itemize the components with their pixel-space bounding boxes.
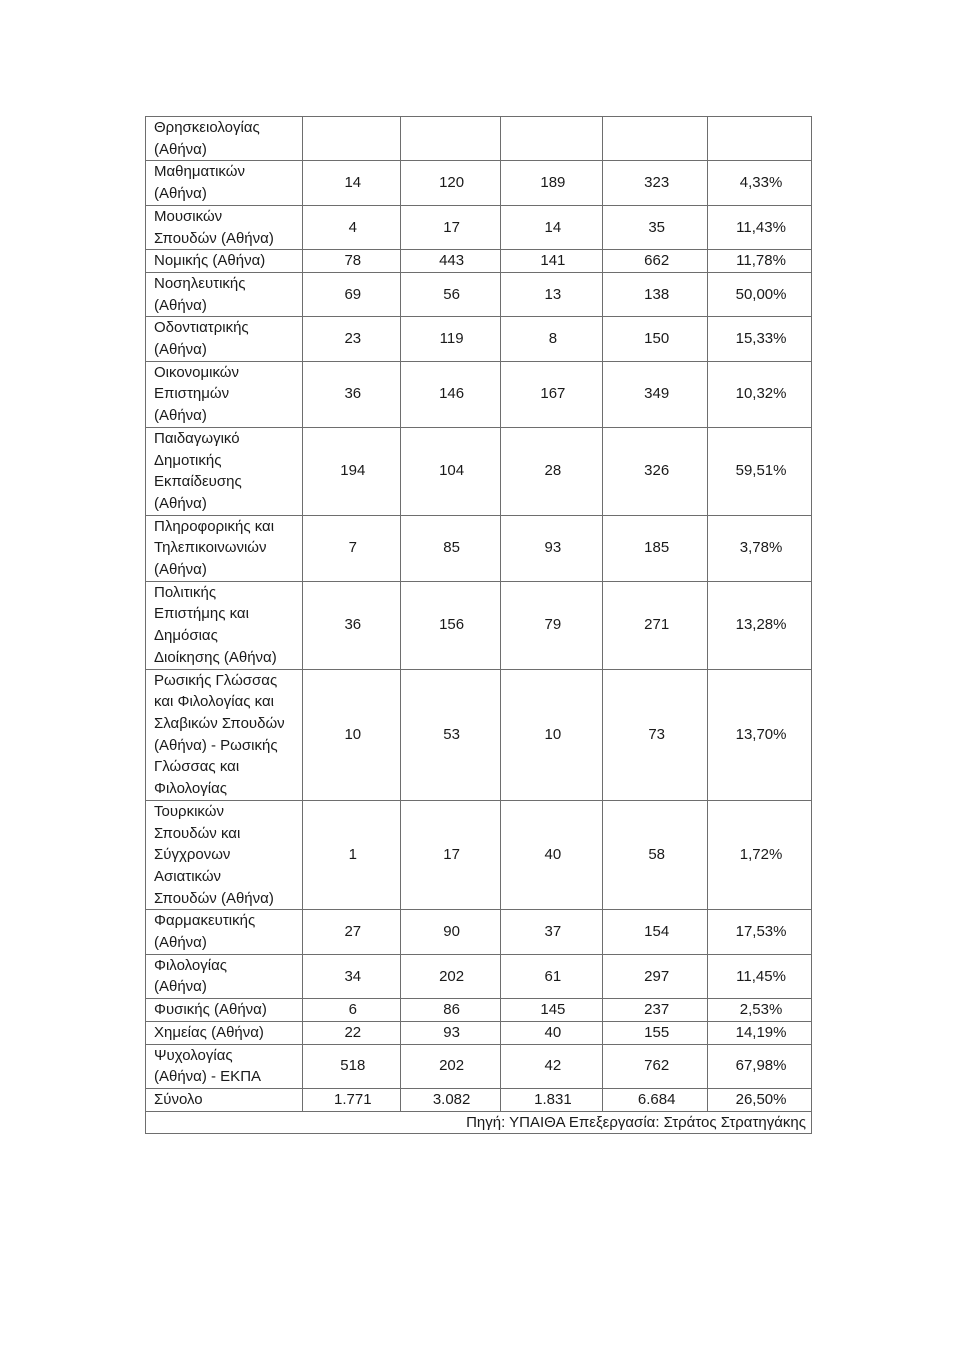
- table-row: [146, 1044, 812, 1088]
- department-name-line: Πολιτικής: [154, 583, 217, 601]
- department-name-line: Σπουδών (Αθήνα): [154, 889, 274, 907]
- value-cell: 79: [500, 581, 603, 669]
- department-name-cell: [146, 581, 303, 669]
- department-name-line: Θρησκειολογίας: [154, 119, 260, 136]
- value-cell: 14: [302, 161, 400, 205]
- value-cell: [400, 117, 500, 161]
- value-cell: 1: [302, 800, 400, 910]
- department-name-cell: [146, 515, 303, 581]
- department-name-cell: [146, 161, 303, 205]
- value-cell: 271: [603, 581, 708, 669]
- value-cell: 662: [603, 250, 708, 273]
- value-cell: [603, 117, 708, 161]
- department-name-line: Ψυχολογίας: [154, 1046, 233, 1064]
- value-cell: [302, 117, 400, 161]
- department-name-line: Τηλεπικοινωνιών: [154, 539, 267, 557]
- department-name-cell: [146, 317, 303, 361]
- table-body: [146, 117, 812, 1134]
- percentage-cell: 11,43%: [708, 205, 812, 249]
- percentage-cell: [708, 117, 812, 161]
- value-cell: 104: [400, 427, 500, 515]
- value-cell: 1.771: [302, 1088, 400, 1111]
- percentage-cell: 14,19%: [708, 1021, 812, 1044]
- value-cell: 443: [400, 250, 500, 273]
- department-name-line: Γλώσσας και: [154, 758, 240, 776]
- department-name-line: (Αθήνα): [154, 978, 207, 996]
- value-cell: 78: [302, 250, 400, 273]
- department-name-line: Τουρκικών: [154, 802, 224, 820]
- department-name-cell: [146, 117, 303, 161]
- table-row: [146, 669, 812, 800]
- department-name-line: (Αθήνα): [154, 407, 207, 425]
- table-row: [146, 250, 812, 273]
- value-cell: 23: [302, 317, 400, 361]
- value-cell: 3.082: [400, 1088, 500, 1111]
- department-name-line: (Αθήνα) - ΕΚΠΑ: [154, 1068, 262, 1086]
- department-name-line: Σλαβικών Σπουδών: [154, 714, 285, 732]
- value-cell: 146: [400, 361, 500, 427]
- value-cell: 53: [400, 669, 500, 800]
- value-cell: 323: [603, 161, 708, 205]
- value-cell: 1.831: [500, 1088, 603, 1111]
- value-cell: 17: [400, 800, 500, 910]
- value-cell: 145: [500, 999, 603, 1022]
- percentage-cell: 4,33%: [708, 161, 812, 205]
- department-name-line: Οικονομικών: [154, 363, 240, 381]
- department-name-line: Οδοντιατρικής: [154, 319, 249, 337]
- table-row: [146, 205, 812, 249]
- data-table: [145, 116, 812, 1134]
- department-name-line: Σπουδών και: [154, 824, 241, 842]
- table-row: [146, 581, 812, 669]
- value-cell: 155: [603, 1021, 708, 1044]
- department-name-line: (Αθήνα): [154, 561, 207, 579]
- value-cell: 154: [603, 910, 708, 954]
- department-name-line: (Αθήνα): [154, 341, 207, 359]
- value-cell: 326: [603, 427, 708, 515]
- department-name-line: Φαρμακευτικής: [154, 912, 256, 930]
- value-cell: 119: [400, 317, 500, 361]
- value-cell: 762: [603, 1044, 708, 1088]
- department-name-cell: [146, 954, 303, 998]
- percentage-cell: 10,32%: [708, 361, 812, 427]
- value-cell: 36: [302, 361, 400, 427]
- department-name-line: (Αθήνα): [154, 934, 207, 952]
- department-name-line: Μαθηματικών: [154, 163, 245, 181]
- table-row: [146, 999, 812, 1022]
- table-row: [146, 361, 812, 427]
- value-cell: 167: [500, 361, 603, 427]
- department-name-line: Επιστήμης και: [154, 605, 249, 623]
- department-name-line: Ασιατικών: [154, 867, 222, 885]
- department-name-line: Σύνολο: [154, 1090, 203, 1108]
- value-cell: 37: [500, 910, 603, 954]
- value-cell: 13: [500, 272, 603, 316]
- value-cell: 349: [603, 361, 708, 427]
- value-cell: 36: [302, 581, 400, 669]
- value-cell: 156: [400, 581, 500, 669]
- department-name-line: Νομικής (Αθήνα): [154, 252, 266, 270]
- source-note: Πηγή: ΥΠΑΙΘΑ Επεξεργασία: Στράτος Στρατηγάκης: [146, 1111, 812, 1134]
- table-row: [146, 954, 812, 998]
- value-cell: 61: [500, 954, 603, 998]
- value-cell: 202: [400, 1044, 500, 1088]
- department-name-cell: [146, 272, 303, 316]
- department-name-line: (Αθήνα): [154, 296, 207, 314]
- percentage-cell: 11,78%: [708, 250, 812, 273]
- value-cell: 27: [302, 910, 400, 954]
- department-name-cell: [146, 910, 303, 954]
- table-row: [146, 1021, 812, 1044]
- percentage-cell: 67,98%: [708, 1044, 812, 1088]
- total-row: [146, 1088, 812, 1111]
- value-cell: 297: [603, 954, 708, 998]
- department-name-line: (Αθήνα): [154, 494, 207, 512]
- value-cell: 14: [500, 205, 603, 249]
- value-cell: 194: [302, 427, 400, 515]
- value-cell: 518: [302, 1044, 400, 1088]
- source-row: [146, 1111, 812, 1134]
- department-name-cell: [146, 427, 303, 515]
- percentage-cell: 50,00%: [708, 272, 812, 316]
- value-cell: 93: [500, 515, 603, 581]
- value-cell: 35: [603, 205, 708, 249]
- percentage-cell: 3,78%: [708, 515, 812, 581]
- value-cell: 150: [603, 317, 708, 361]
- table-row: [146, 117, 812, 161]
- value-cell: 28: [500, 427, 603, 515]
- department-name-line: (Αθήνα) - Ρωσικής: [154, 736, 278, 754]
- table-row: [146, 515, 812, 581]
- value-cell: 237: [603, 999, 708, 1022]
- value-cell: 73: [603, 669, 708, 800]
- percentage-cell: 26,50%: [708, 1088, 812, 1111]
- department-name-line: (Αθήνα): [154, 140, 207, 158]
- value-cell: 17: [400, 205, 500, 249]
- department-name-line: Σπουδών (Αθήνα): [154, 229, 274, 247]
- percentage-cell: 13,28%: [708, 581, 812, 669]
- value-cell: 69: [302, 272, 400, 316]
- percentage-cell: 15,33%: [708, 317, 812, 361]
- value-cell: [500, 117, 603, 161]
- percentage-cell: 17,53%: [708, 910, 812, 954]
- table-row: [146, 272, 812, 316]
- table-row: [146, 317, 812, 361]
- department-name-line: Διοίκησης (Αθήνα): [154, 648, 277, 666]
- value-cell: 34: [302, 954, 400, 998]
- department-name-line: Φιλολογίας: [154, 956, 227, 974]
- department-name-line: Μουσικών: [154, 207, 223, 225]
- value-cell: 56: [400, 272, 500, 316]
- department-name-line: Παιδαγωγικό: [154, 429, 240, 447]
- department-name-line: (Αθήνα): [154, 185, 207, 203]
- value-cell: 10: [302, 669, 400, 800]
- department-name-cell: [146, 800, 303, 910]
- department-name-line: Πληροφορικής και: [154, 517, 275, 535]
- department-name-cell: [146, 999, 303, 1022]
- department-name-line: Νοσηλευτικής: [154, 274, 246, 292]
- value-cell: 93: [400, 1021, 500, 1044]
- department-name-line: Φυσικής (Αθήνα): [154, 1001, 267, 1019]
- department-name-line: Ρωσικής Γλώσσας: [154, 671, 278, 689]
- department-name-cell: [146, 250, 303, 273]
- value-cell: 86: [400, 999, 500, 1022]
- department-name-line: Σύγχρονων: [154, 846, 231, 864]
- value-cell: 85: [400, 515, 500, 581]
- value-cell: 185: [603, 515, 708, 581]
- department-name-line: Χημείας (Αθήνα): [154, 1023, 264, 1041]
- value-cell: 10: [500, 669, 603, 800]
- department-name-line: και Φιλολογίας και: [154, 693, 274, 711]
- value-cell: 22: [302, 1021, 400, 1044]
- value-cell: 7: [302, 515, 400, 581]
- value-cell: 6: [302, 999, 400, 1022]
- value-cell: 120: [400, 161, 500, 205]
- percentage-cell: 1,72%: [708, 800, 812, 910]
- value-cell: 6.684: [603, 1088, 708, 1111]
- value-cell: 8: [500, 317, 603, 361]
- value-cell: 40: [500, 1021, 603, 1044]
- value-cell: 40: [500, 800, 603, 910]
- department-name-cell: [146, 669, 303, 800]
- value-cell: 90: [400, 910, 500, 954]
- table-row: [146, 427, 812, 515]
- table-row: [146, 800, 812, 910]
- value-cell: 202: [400, 954, 500, 998]
- value-cell: 4: [302, 205, 400, 249]
- department-name-line: Φιλολογίας: [154, 780, 227, 798]
- department-name-cell: [146, 1088, 303, 1111]
- department-name-cell: [146, 205, 303, 249]
- department-name-line: Επιστημών: [154, 385, 230, 403]
- department-name-line: Δημοτικής: [154, 451, 222, 469]
- percentage-cell: 59,51%: [708, 427, 812, 515]
- department-name-cell: [146, 1044, 303, 1088]
- value-cell: 58: [603, 800, 708, 910]
- table-row: [146, 161, 812, 205]
- percentage-cell: 13,70%: [708, 669, 812, 800]
- value-cell: 189: [500, 161, 603, 205]
- department-name-line: Εκπαίδευσης: [154, 473, 242, 491]
- department-name-cell: [146, 1021, 303, 1044]
- percentage-cell: 2,53%: [708, 999, 812, 1022]
- percentage-cell: 11,45%: [708, 954, 812, 998]
- value-cell: 138: [603, 272, 708, 316]
- table-row: [146, 910, 812, 954]
- department-name-line: Δημόσιας: [154, 627, 218, 645]
- value-cell: 42: [500, 1044, 603, 1088]
- value-cell: 141: [500, 250, 603, 273]
- department-name-cell: [146, 361, 303, 427]
